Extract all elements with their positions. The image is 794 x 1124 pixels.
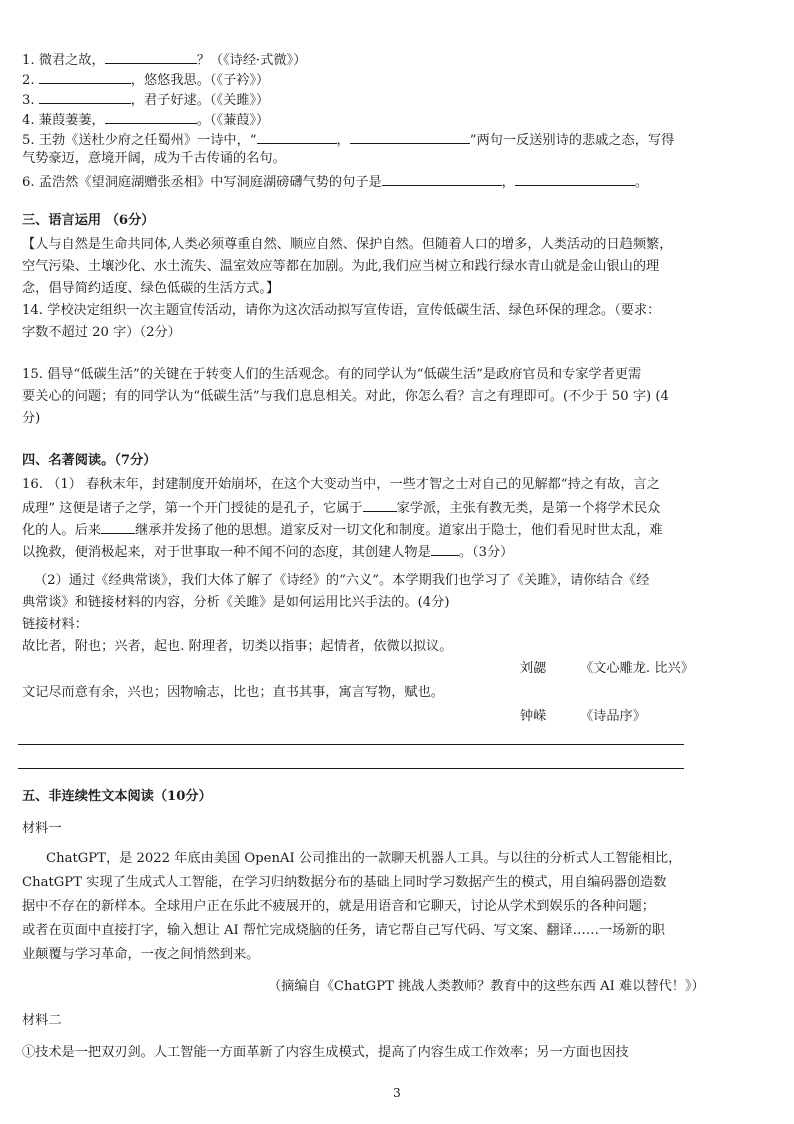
item-2: 2. ，悠悠我思。（《子衿》） bbox=[22, 70, 269, 90]
answer-blank[interactable] bbox=[257, 130, 337, 144]
quote-author: 钟嵘 bbox=[520, 709, 547, 724]
material-1-text: 或者在页面中直接打字，输入想让 AI 帮忙完成烧脑的任务，请它帮自己写代码、写文案、翻译……一场新的职 bbox=[22, 923, 665, 938]
answer-blank[interactable] bbox=[105, 50, 197, 64]
question-16: 以挽救，便消极起来，对于世事取一种不闻不问的态度，其创建人物是 。（3分） bbox=[22, 542, 513, 562]
quote-source: 《文心雕龙. 比兴》 bbox=[580, 661, 694, 676]
answer-blank[interactable] bbox=[39, 90, 131, 104]
link-material-label: 链接材料： bbox=[22, 617, 88, 632]
answer-blank[interactable] bbox=[431, 542, 459, 556]
answer-blank[interactable] bbox=[363, 498, 397, 512]
page-number: 3 bbox=[393, 1086, 401, 1100]
material-2-label: 材料二 bbox=[22, 1013, 62, 1028]
question-16-2: 典常谈》和链接材料的内容，分析《关雎》是如何运用比兴手法的。(4分) bbox=[22, 595, 450, 610]
question-15: 要关心的问题；有的同学认为“低碳生活”与我们息息相关。对此，你怎么看？言之有理即可。(不少于 50 字) (4 bbox=[22, 389, 669, 404]
section-3-heading: 三、语言运用 （6分） bbox=[22, 213, 155, 228]
question-16: 化的人。后来 继承并发扬了他的思想。道家反对一切文化和制度。道家出于隐士，他们看见时世太乱，难 bbox=[22, 520, 663, 540]
answer-blank[interactable] bbox=[350, 130, 470, 144]
question-16-2: （2）通过《经典常谈》，我们大体了解了《诗经》的“六义”。本学期我们也学习了《关雎》，请你结合《经 bbox=[34, 573, 650, 588]
item-6: 6. 孟浩然《望洞庭湖赠张丞相》中写洞庭湖磅礴气势的句子是 ， 。 bbox=[22, 172, 648, 192]
material-1-text: ChatGPT 实现了生成式人工智能，在学习归纳数据分布的基础上同时学习数据产生的模式，用自编码器创造数 bbox=[22, 875, 667, 890]
question-15: 15. 倡导“低碳生活”的关键在于转变人们的生活观念。有的同学认为“低碳生活”是政府官员和专家学者更需 bbox=[22, 367, 642, 382]
item-3: 3. ，君子好逑。（《关雎》） bbox=[22, 90, 269, 110]
section-5-heading: 五、非连续性文本阅读（10分） bbox=[22, 789, 212, 804]
question-15: 分) bbox=[22, 411, 41, 426]
item-4: 4. 蒹葭萋萋， 。（《蒹葭》） bbox=[22, 110, 269, 130]
material-1-label: 材料一 bbox=[22, 821, 62, 836]
quote-author: 刘勰 bbox=[520, 661, 547, 676]
quote-source: 《诗品序》 bbox=[580, 709, 646, 724]
answer-blank[interactable] bbox=[382, 172, 502, 186]
answer-blank[interactable] bbox=[515, 172, 635, 186]
item-1: 1. 微君之故， ？（《诗经·式微》） bbox=[22, 50, 306, 70]
material-1-source: （摘编自《ChatGPT 挑战人类教师？教育中的这些东西 AI 难以替代！》） bbox=[268, 979, 705, 994]
answer-blank[interactable] bbox=[101, 520, 135, 534]
question-14: 字数不超过 20 字）（2分） bbox=[22, 325, 181, 340]
item-5-cont: 气势豪迈，意境开阔，成为千古传诵的名句。 bbox=[22, 151, 286, 166]
material-2-text: ①技术是一把双刃剑。人工智能一方面革新了内容生成模式，提高了内容生成工作效率；另一方面也因技 bbox=[22, 1045, 629, 1060]
answer-line[interactable] bbox=[18, 744, 684, 745]
quote: 文记尽而意有余，兴也；因物喻志，比也；直书其事，寓言写物，赋也。 bbox=[22, 685, 444, 700]
answer-blank[interactable] bbox=[39, 70, 131, 84]
question-16: 16. （1） 春秋末年，封建制度开始崩坏，在这个大变动当中，一些才智之士对自己的见解都“持之有故，言之 bbox=[22, 477, 660, 492]
section-3-material: 空气污染、土壤沙化、水土流失、温室效应等都在加剧。为此,我们应当树立和践行绿水青山就是金山银山的理 bbox=[22, 259, 660, 274]
material-1-text: 据中不存在的新样本。全球用户正在乐此不疲展开的，就是用语音和它聊天，讨论从学术到娱乐的各种问题； bbox=[22, 899, 655, 914]
answer-blank[interactable] bbox=[105, 110, 197, 124]
quote: 故比者，附也；兴者，起也. 附理者，切类以指事；起情者，依微以拟议。 bbox=[22, 639, 453, 654]
answer-line[interactable] bbox=[18, 768, 684, 769]
question-16: 成理” 这便是诸子之学，第一个开门授徒的是孔子，它属于 家学派，主张有教无类，是第一个将学术民众 bbox=[22, 498, 660, 518]
question-14: 14. 学校决定组织一次主题宣传活动，请你为这次活动拟写宣传语，宣传低碳生活、绿色环保的理念。（要求： bbox=[22, 303, 661, 318]
item-5: 5. 王勃《送杜少府之任蜀州》一诗中，“ ， ”两句一反送别诗的悲戚之态，写得 bbox=[22, 130, 674, 150]
material-1-text: 业颠覆与学习革命，一夜之间悄然到来。 bbox=[22, 947, 260, 962]
section-3-material: 【人与自然是生命共同体,人类必须尊重自然、顺应自然、保护自然。但随着人口的增多，人类活动的日趋频繁， bbox=[22, 237, 673, 252]
section-3-material: 念，倡导简约适度、绿色低碳的生活方式。】 bbox=[22, 281, 280, 296]
section-4-heading: 四、名著阅读。（7分） bbox=[22, 453, 157, 468]
material-1-text: ChatGPT，是 2022 年底由美国 OpenAI 公司推出的一款聊天机器人工具。与以往的分析式人工智能相比， bbox=[46, 851, 682, 866]
